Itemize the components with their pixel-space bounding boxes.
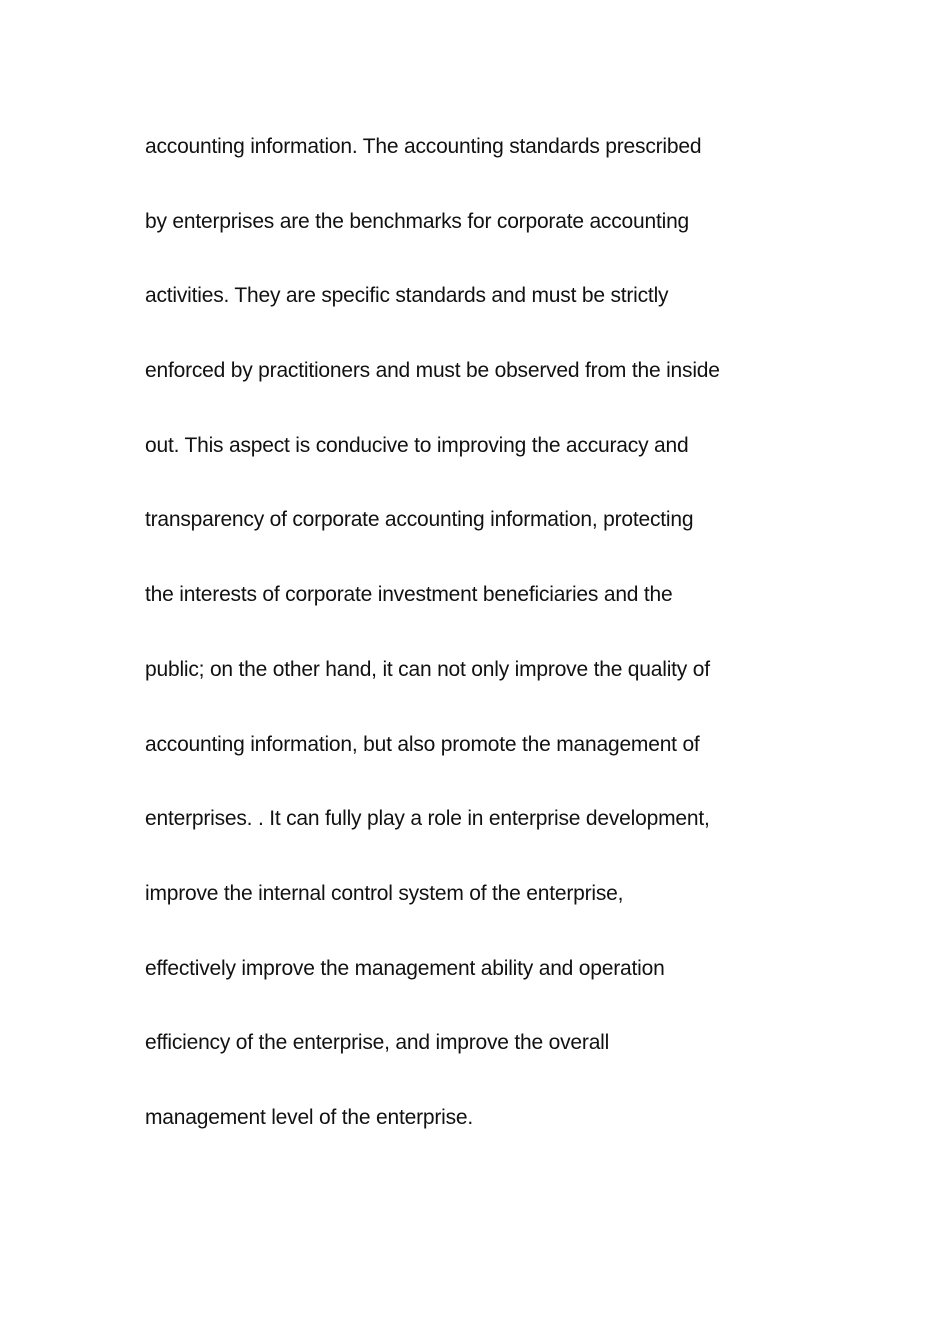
text-line-2: by enterprises are the benchmarks for corporate accounting (145, 209, 690, 233)
text-line-8: public; on the other hand, it can not only improve the quality of (145, 657, 710, 681)
text-line-9: accounting information, but also promote the management of (145, 732, 700, 756)
text-line-10: enterprises. . It can fully play a role in enterprise development, (145, 807, 710, 831)
text-line-14: management level of the enterprise. (145, 1105, 474, 1129)
text-line-12: effectively improve the management ability and operation (145, 956, 665, 980)
text-line-6: transparency of corporate accounting information, protecting (145, 508, 694, 532)
text-line-1: accounting information. The accounting standards prescribed (145, 135, 702, 158)
text-line-13: efficiency of the enterprise, and improve the overall (145, 1031, 610, 1055)
text-line-11: improve the internal control system of the enterprise, (145, 881, 624, 905)
text-line-3: activities. They are specific standards and must be strictly (145, 284, 669, 308)
text-line-5: out. This aspect is conducive to improving the accuracy and (145, 433, 689, 457)
body-paragraph (145, 110, 825, 1156)
text-line-4: enforced by practitioners and must be observed from the inside (145, 359, 720, 383)
text-line-7: the interests of corporate investment beneficiaries and the (145, 583, 673, 607)
